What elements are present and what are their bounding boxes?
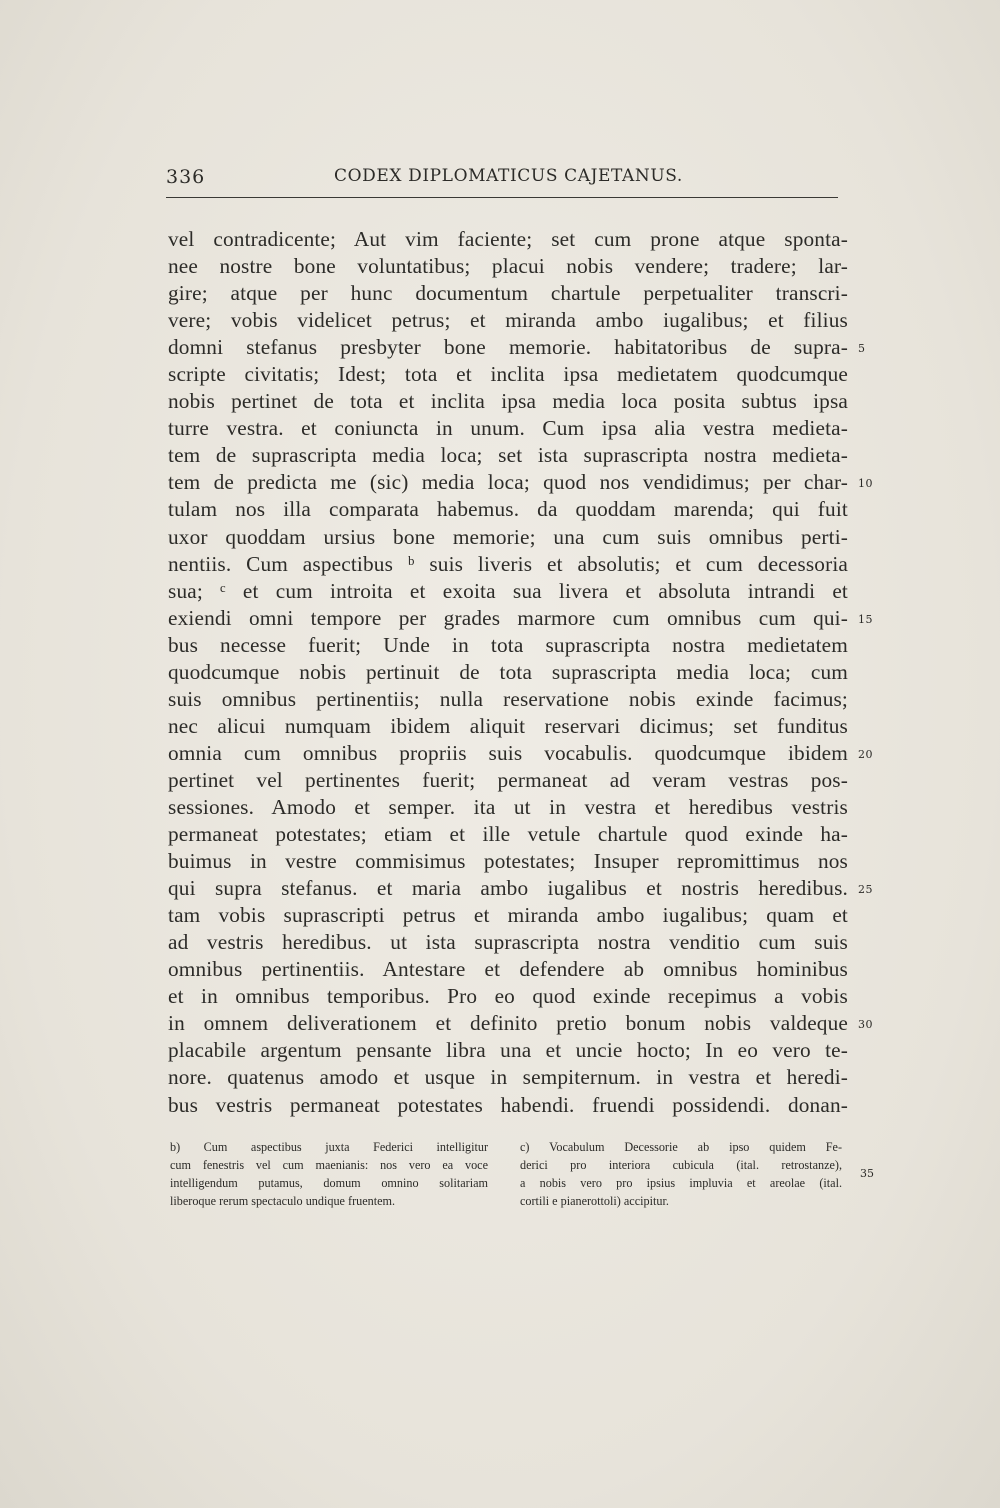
text-line: omnia cum omnibus propriis suis vocabulis. quodcumque ibidem (168, 740, 848, 765)
text-line: omnibus pertinentiis. Antestare et defendere ab omnibus hominibus (168, 957, 848, 982)
text-line: ad vestris heredibus. ut ista suprascripta nostra venditio cum suis (168, 930, 848, 955)
footnote-line: derici pro interiora cubicula (ital. retrostanze), (520, 1158, 842, 1172)
text-line: quodcumque nobis pertinuit de tota suprascripta media loca; cum (168, 659, 848, 684)
text-line: vel contradicente; Aut vim faciente; set cum prone atque sponta- (168, 227, 848, 251)
running-title: CODEX DIPLOMATICUS CAJETANUS. (334, 166, 683, 186)
text-line: gire; atque per hunc documentum chartule perpetualiter transcri- (168, 281, 848, 306)
text-line: bus necesse fuerit; Unde in tota suprascripta nostra medietatem (168, 632, 848, 657)
text-line: scripte civitatis; Idest; tota et inclita ipsa medietatem quodcumque (168, 362, 848, 387)
text-line: nobis pertinet de tota et inclita ipsa media loca posita subtus ipsa (168, 389, 848, 414)
line-number: 20 (858, 747, 873, 761)
text-line: pertinet vel pertinentes fuerit; permaneat ad veram vestras pos- (168, 767, 848, 792)
text-line: sessiones. Amodo et semper. ita ut in vestra et heredibus vestris (168, 794, 848, 819)
text-line: qui supra stefanus. et maria ambo iugalibus et nostris heredibus. (168, 876, 848, 901)
body-text (168, 226, 848, 1119)
footnote-c (520, 1138, 842, 1210)
text-line: bus vestris permaneat potestates habendi. fruendi possidendi. donan- (168, 1092, 848, 1117)
footnote-line: intelligendum putamus, domum omnino solitariam (170, 1176, 488, 1190)
line-number: 15 (858, 612, 873, 626)
text-line: domni stefanus presbyter bone memorie. habitatoribus de supra- (168, 335, 848, 360)
footnote-b (170, 1138, 488, 1210)
text-line: nentiis. Cum aspectibus ᵇ suis liveris et absolutis; et cum decessoria (168, 551, 848, 576)
footnote-line-number: 35 (860, 1167, 874, 1180)
text-line: vere; vobis videlicet petrus; et miranda ambo iugalibus; et filius (168, 308, 848, 333)
text-line: exiendi omni tempore per grades marmore cum omnibus cum qui- (168, 605, 848, 630)
text-line: tem de suprascripta media loca; set ista suprascripta nostra medieta- (168, 443, 848, 468)
text-line: nee nostre bone voluntatibus; placui nobis vendere; tradere; lar- (168, 254, 848, 279)
text-line: tam vobis suprascripti petrus et miranda ambo iugalibus; quam et (168, 903, 848, 928)
text-line: permaneat potestates; etiam et ille vetule chartule quod exinde ha- (168, 822, 848, 847)
text-line: buimus in vestre commisimus potestates; Insuper repromittimus nos (168, 849, 848, 874)
text-line: tulam nos illa comparata habemus. da quoddam marenda; qui fuit (168, 497, 848, 522)
text-line: nec alicui numquam ibidem aliquit reservari dicimus; set funditus (168, 713, 848, 738)
footnotes (170, 1138, 850, 1228)
line-number: 5 (858, 342, 866, 356)
text-line: turre vestra. et coniuncta in unum. Cum ipsa alia vestra medieta- (168, 416, 848, 441)
page-header (166, 166, 838, 196)
text-line: tem de predicta me (sic) media loca; quod nos vendidimus; per char- (168, 470, 848, 495)
text-line: placabile argentum pensante libra una et uncie hocto; In eo vero te- (168, 1038, 848, 1063)
footnote-line: cortili e pianerottoli) accipitur. (520, 1194, 669, 1208)
footnote-line: a nobis vero pro ipsius impluvia et areolae (ital. (520, 1176, 842, 1190)
text-line: suis omnibus pertinentiis; nulla reservatione nobis exinde facimus; (168, 686, 848, 711)
header-rule (166, 197, 838, 198)
line-number: 10 (858, 477, 873, 491)
text-line: sua; ᶜ et cum introita et exoita sua livera et absoluta intrandi et (168, 578, 848, 603)
text-line: in omnem deliverationem et definito pretio bonum nobis valdeque (168, 1011, 848, 1036)
footnote-line: cum fenestris vel cum maenianis: nos vero ea voce (170, 1158, 488, 1172)
line-number: 25 (858, 883, 873, 897)
footnote-line: c) Vocabulum Decessorie ab ipso quidem Fe- (520, 1140, 842, 1154)
footnote-line: liberoque rerum spectaculo undique fruentem. (170, 1194, 396, 1208)
line-number: 30 (858, 1018, 873, 1032)
page-number: 336 (166, 166, 206, 188)
text-line: et in omnibus temporibus. Pro eo quod exinde recepimus a vobis (168, 984, 848, 1009)
text-line: uxor quoddam ursius bone memorie; una cum suis omnibus perti- (168, 524, 848, 549)
text-line: nore. quatenus amodo et usque in sempiternum. in vestra et heredi- (168, 1065, 848, 1090)
footnote-line: b) Cum aspectibus juxta Federici intelligitur (170, 1140, 488, 1154)
